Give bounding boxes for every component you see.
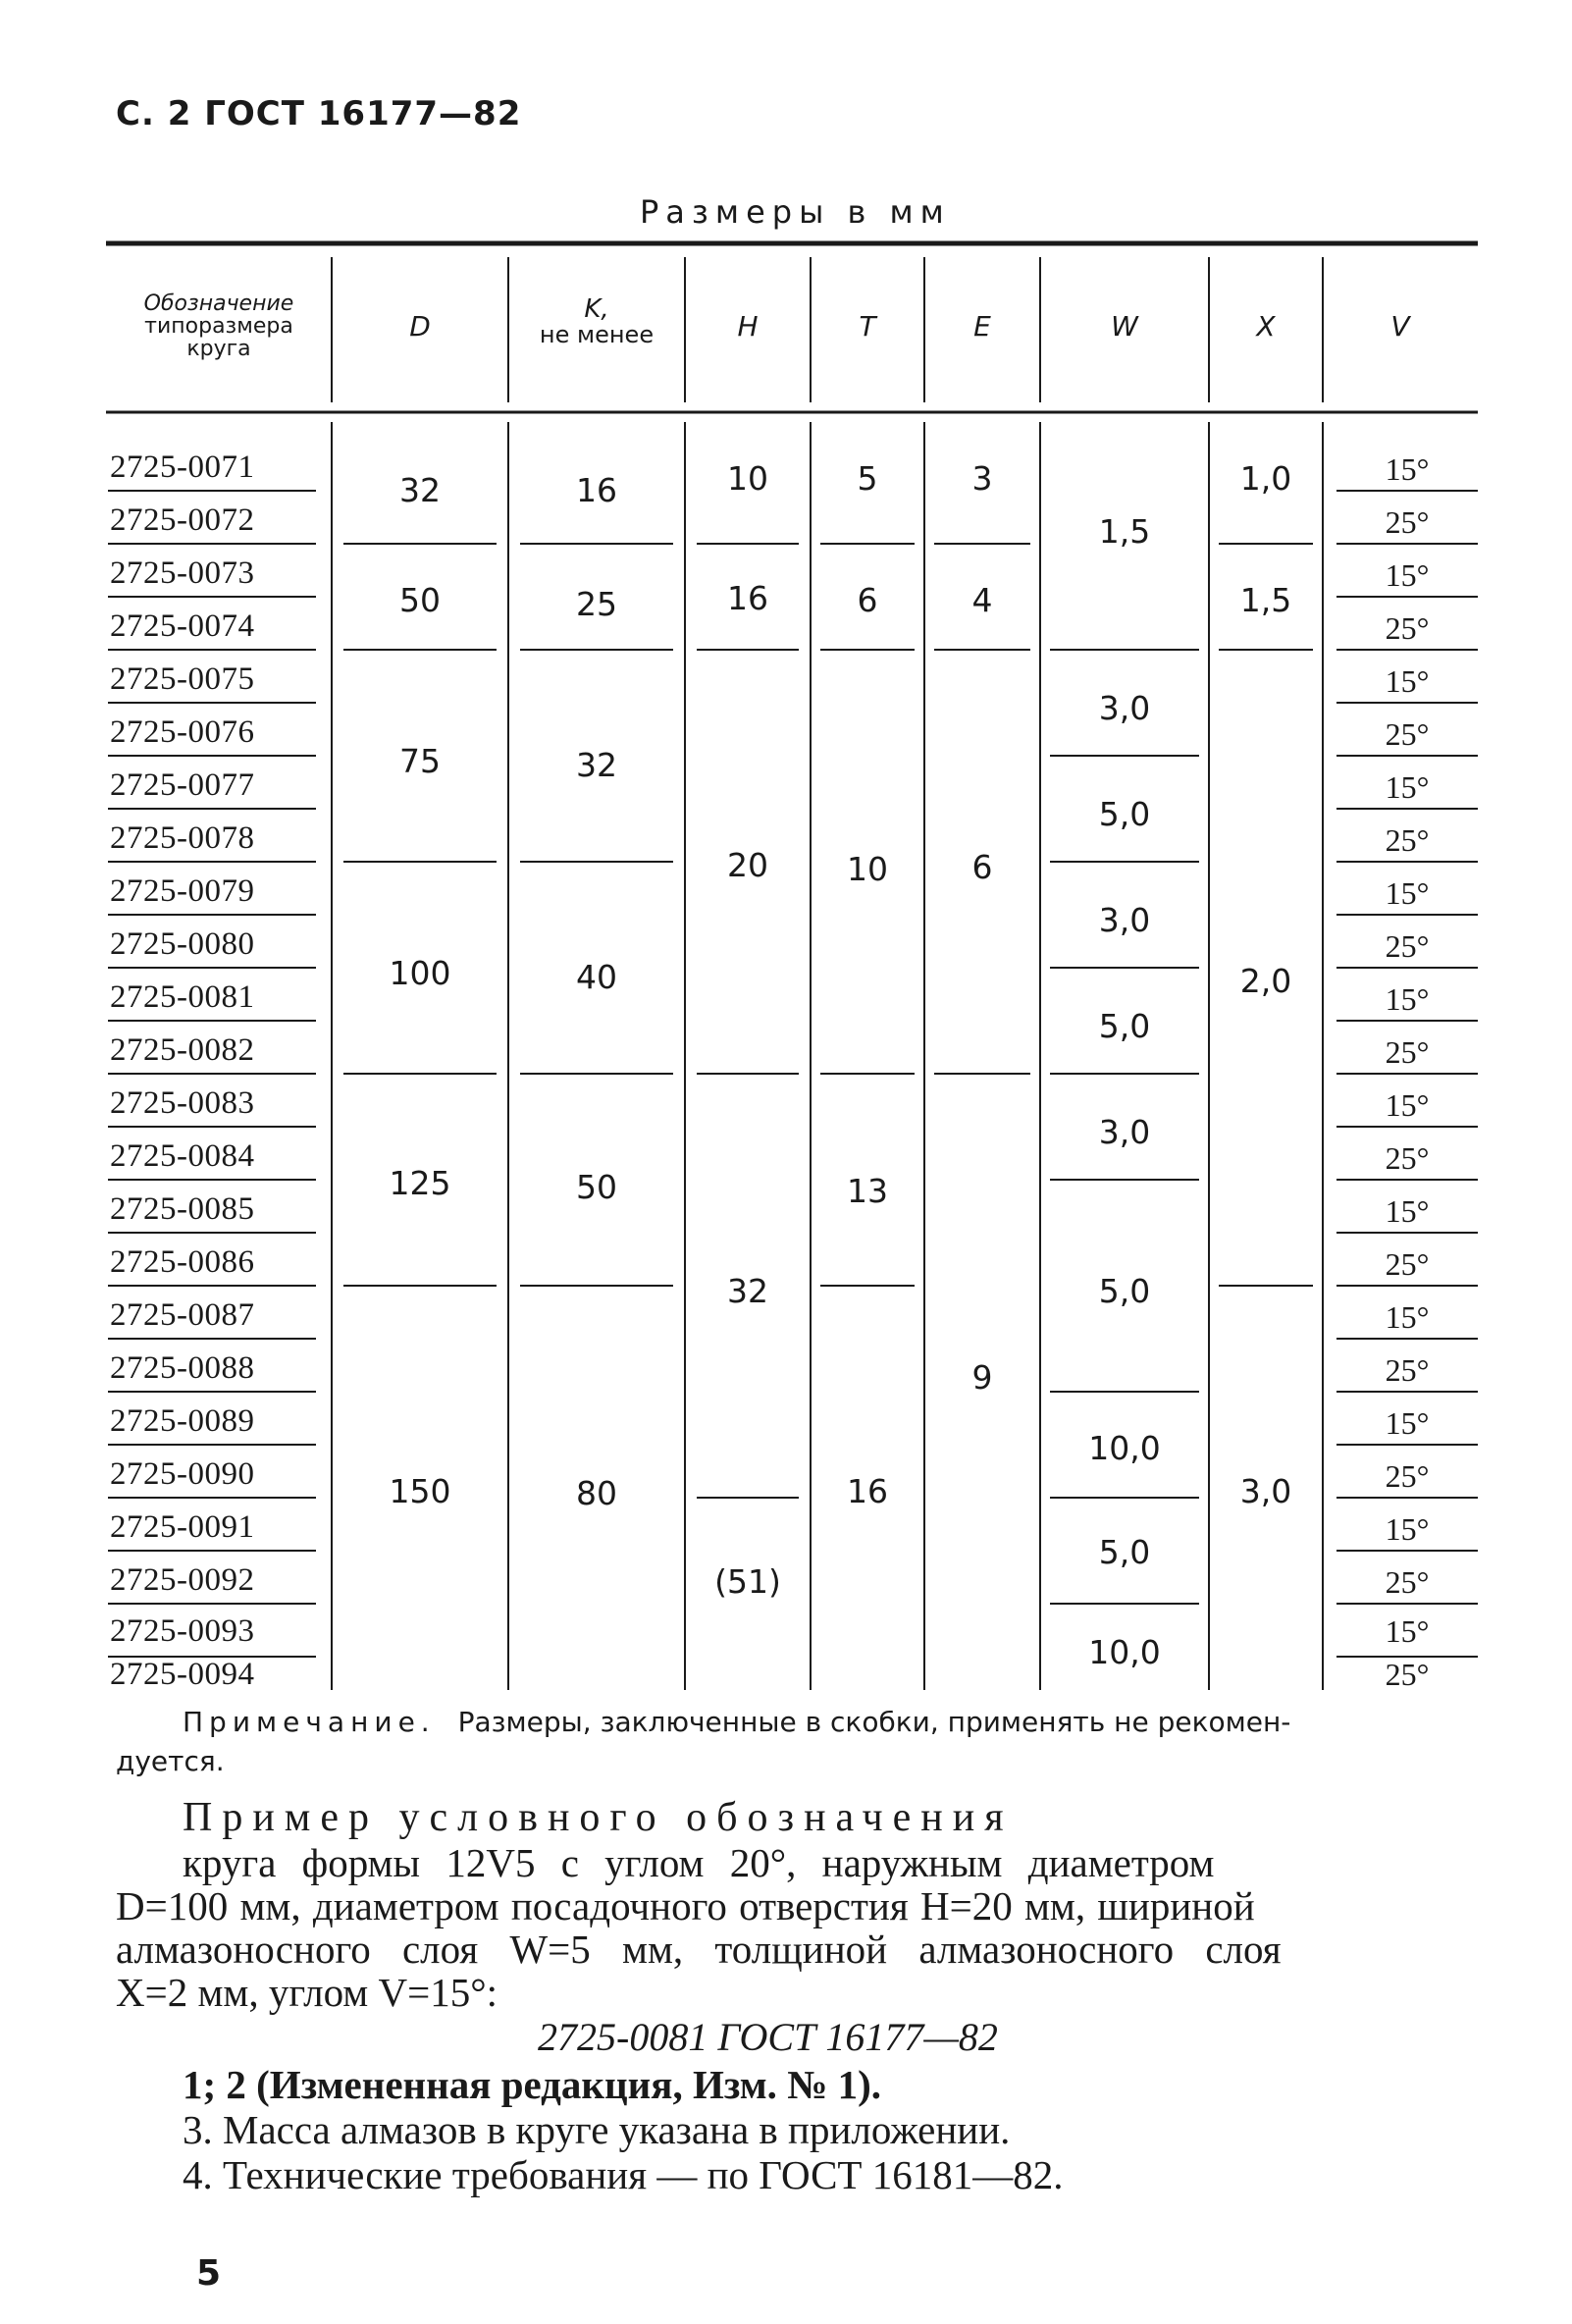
angle-cell: 25°: [1385, 1034, 1430, 1070]
header-K: [508, 296, 685, 347]
code-cell: 2725-0088: [110, 1350, 255, 1386]
code-cell: 2725-0077: [110, 767, 255, 803]
angle-cell: 25°: [1385, 928, 1430, 964]
item-1-2: [183, 2061, 881, 2108]
angle-cell: 25°: [1385, 1140, 1430, 1176]
item-1-2-text: 1; 2 (Измененная редакция, Изм. № 1).: [183, 2062, 882, 2107]
X-cell: 1,5: [1239, 581, 1292, 619]
code-cell: 2725-0079: [110, 873, 255, 909]
header-designation: [106, 292, 332, 360]
item-3: 3. Масса алмазов в круге указана в приложении.: [183, 2107, 1011, 2152]
code-cell: 2725-0075: [110, 661, 255, 697]
W-cell: 5,0: [1098, 795, 1151, 833]
code-cell: 2725-0071: [110, 449, 255, 485]
angle-cell: 25°: [1385, 1352, 1430, 1388]
code-cell: 2725-0094: [110, 1657, 255, 1692]
example-designation: 2725-0081 ГОСТ 16177—82: [538, 2015, 998, 2059]
W-cell: 5,0: [1098, 1272, 1151, 1310]
E-cell: 6: [971, 848, 993, 886]
header-designation-line1: Обозначение: [143, 291, 294, 316]
angle-cell: 15°: [1385, 1613, 1430, 1649]
K-cell: 40: [576, 958, 617, 996]
D-cell: 50: [399, 581, 441, 619]
example-line1: круга формы 12V5 с углом 20°, наружным диаметром: [183, 1840, 1215, 1885]
T-cell: 10: [847, 850, 888, 888]
W-cell: 1,5: [1098, 512, 1151, 551]
code-cell: 2725-0072: [110, 502, 255, 538]
angle-cell: 25°: [1385, 1564, 1430, 1600]
angle-cell: 25°: [1385, 716, 1430, 752]
angle-cell: 25°: [1385, 1458, 1430, 1494]
code-cell: 2725-0083: [110, 1085, 255, 1121]
W-cell: 10,0: [1088, 1633, 1161, 1671]
code-cell: 2725-0087: [110, 1297, 255, 1333]
T-cell: 5: [857, 459, 878, 498]
angle-cell: 25°: [1385, 822, 1430, 858]
W-cell: 3,0: [1098, 689, 1151, 727]
example-title: Пример условного обозначения: [183, 1795, 1014, 1840]
note-label: Примечание.: [183, 1706, 436, 1738]
item-4: 4. Технические требования — по ГОСТ 16181—82.: [183, 2152, 1064, 2197]
header-E: E: [973, 310, 991, 343]
page-number: 5: [196, 2253, 223, 2294]
T-cell: 6: [857, 581, 878, 619]
header-X: X: [1256, 310, 1276, 343]
X-cell: 2,0: [1239, 962, 1292, 1000]
angle-cell: 25°: [1385, 504, 1430, 540]
code-cell: 2725-0092: [110, 1562, 255, 1598]
angle-cell: 15°: [1385, 875, 1430, 911]
angle-cell: 15°: [1385, 1511, 1430, 1547]
angle-cell: 15°: [1385, 1087, 1430, 1123]
header-K-note: не менее: [539, 321, 655, 349]
header-designation-line2: типоразмера: [144, 314, 293, 340]
W-cell: 5,0: [1098, 1533, 1151, 1571]
T-cell: 13: [847, 1172, 888, 1210]
H-cell: 20: [727, 846, 768, 884]
header-D: D: [409, 310, 431, 343]
code-cell: 2725-0074: [110, 608, 255, 644]
X-cell: 1,0: [1239, 459, 1292, 498]
T-cell: 16: [847, 1472, 888, 1510]
H-cell: 10: [727, 459, 768, 498]
example-line3: алмазоносного слоя W=5 мм, толщиной алмазоносного слоя: [116, 1927, 1282, 1972]
E-cell: 3: [971, 459, 993, 498]
H-cell: 32: [727, 1272, 768, 1310]
angle-cell: 15°: [1385, 1193, 1430, 1229]
K-cell: 80: [576, 1474, 617, 1512]
note-continuation: дуется.: [116, 1745, 225, 1777]
code-cell: 2725-0090: [110, 1456, 255, 1492]
angle-cell: 15°: [1385, 769, 1430, 805]
code-cell: 2725-0073: [110, 555, 255, 591]
D-cell: 100: [389, 954, 451, 992]
H-cell: 16: [727, 579, 768, 617]
angle-cell: 15°: [1385, 451, 1430, 487]
code-cell: 2725-0081: [110, 979, 255, 1015]
angle-cell: 15°: [1385, 663, 1430, 699]
K-cell: 50: [576, 1168, 617, 1206]
D-cell: 150: [389, 1472, 451, 1510]
angle-cell: 25°: [1385, 610, 1430, 646]
W-cell: 3,0: [1098, 1113, 1151, 1151]
header-H: H: [737, 310, 759, 343]
H-cell: (51): [714, 1562, 781, 1601]
example-line4: X=2 мм, углом V=15°:: [116, 1970, 498, 2015]
note: [183, 1706, 1290, 1738]
header-W: W: [1111, 310, 1138, 343]
header-designation-line3: круга: [186, 337, 251, 362]
header-V: V: [1390, 310, 1410, 343]
angle-cell: 25°: [1385, 1246, 1430, 1282]
D-cell: 75: [399, 742, 441, 780]
code-cell: 2725-0089: [110, 1403, 255, 1439]
W-cell: 10,0: [1088, 1429, 1161, 1467]
code-cell: 2725-0078: [110, 820, 255, 856]
angle-cell: 15°: [1385, 557, 1430, 593]
code-cell: 2725-0082: [110, 1032, 255, 1068]
D-cell: 32: [399, 471, 441, 509]
angle-cell: 25°: [1385, 1657, 1430, 1692]
K-cell: 25: [576, 585, 617, 623]
table-caption: Размеры в мм: [640, 193, 951, 231]
header-T: T: [859, 310, 876, 343]
code-cell: 2725-0093: [110, 1613, 255, 1649]
header-K-symbol: K,: [584, 294, 609, 324]
K-cell: 16: [576, 471, 617, 509]
X-cell: 3,0: [1239, 1472, 1292, 1510]
page-header: С. 2 ГОСТ 16177—82: [116, 94, 522, 133]
angle-cell: 15°: [1385, 1405, 1430, 1441]
code-cell: 2725-0076: [110, 714, 255, 750]
code-cell: 2725-0084: [110, 1138, 255, 1174]
D-cell: 125: [389, 1164, 451, 1202]
code-cell: 2725-0091: [110, 1509, 255, 1545]
angle-cell: 15°: [1385, 1299, 1430, 1335]
E-cell: 9: [971, 1358, 993, 1397]
code-cell: 2725-0085: [110, 1191, 255, 1227]
note-text: Размеры, заключенные в скобки, применять не рекомен-: [457, 1706, 1291, 1738]
W-cell: 5,0: [1098, 1007, 1151, 1045]
example-line2: D=100 мм, диаметром посадочного отверстия H=20 мм, шириной: [116, 1883, 1255, 1928]
E-cell: 4: [971, 581, 993, 619]
angle-cell: 15°: [1385, 981, 1430, 1017]
code-cell: 2725-0080: [110, 926, 255, 962]
code-cell: 2725-0086: [110, 1244, 255, 1280]
K-cell: 32: [576, 746, 617, 784]
W-cell: 3,0: [1098, 901, 1151, 939]
